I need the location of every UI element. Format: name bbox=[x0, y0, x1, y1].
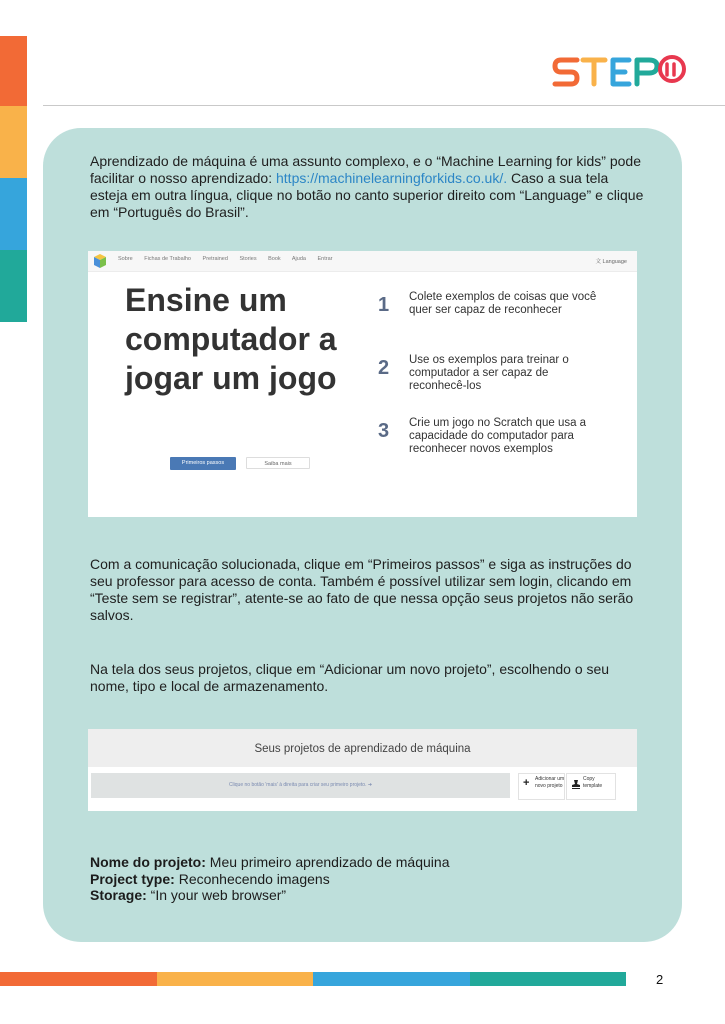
saiba-mais-button[interactable]: Saiba mais bbox=[246, 457, 310, 469]
site-navbar bbox=[88, 251, 637, 272]
projects-paragraph: Na tela dos seus projetos, clique em “Adicionar um novo projeto”, escolhendo o seu nome, tipo e local de armazenamento. bbox=[90, 661, 610, 694]
copy-template-button[interactable] bbox=[566, 773, 616, 800]
detail-value-name: Meu primeiro aprendizado de máquina bbox=[205, 854, 450, 870]
nav-item-entrar[interactable]: Entrar bbox=[317, 256, 333, 262]
step-number: 3 bbox=[378, 420, 390, 442]
left-strip-blue bbox=[0, 178, 27, 250]
detail-label-storage: Storage: bbox=[90, 887, 147, 903]
ml-kids-link[interactable]: https://machinelearningforkids.co.uk/. bbox=[276, 170, 508, 186]
detail-value-type: Reconhecendo imagens bbox=[174, 870, 330, 887]
nav-item-fichas[interactable]: Fichas de Trabalho bbox=[144, 256, 191, 262]
nav-item-book[interactable]: Book bbox=[268, 256, 281, 262]
step-text: Colete exemplos de coisas que você quer ser capaz de reconhecer bbox=[409, 291, 597, 316]
language-button[interactable]: 文 Language bbox=[595, 259, 627, 265]
nav-item-sobre[interactable]: Sobre bbox=[118, 256, 133, 262]
nav-items bbox=[118, 256, 342, 262]
stamp-icon bbox=[571, 779, 581, 789]
plus-icon: + bbox=[523, 777, 530, 789]
projects-screenshot bbox=[88, 729, 637, 811]
step-item bbox=[376, 354, 616, 417]
page-number: 2 bbox=[656, 972, 664, 987]
left-strip-yellow bbox=[0, 106, 27, 178]
step-number: 1 bbox=[378, 294, 390, 316]
project-details bbox=[90, 854, 449, 904]
step-number: 2 bbox=[378, 357, 390, 379]
step-item bbox=[376, 291, 616, 354]
step-text: Use os exemplos para treinar o computador a ser capaz de reconhecê-los bbox=[409, 354, 569, 392]
step-item bbox=[376, 417, 616, 480]
add-project-label: Adicionar um novo projeto bbox=[535, 776, 565, 789]
detail-value-storage: “In your web browser” bbox=[146, 887, 287, 903]
step-logo bbox=[551, 50, 687, 94]
detail-label-type: Project type: bbox=[90, 870, 175, 887]
homepage-screenshot bbox=[88, 251, 637, 517]
hero-headline: Ensine um computador a jogar um jogo bbox=[125, 282, 337, 396]
projects-title: Seus projetos de aprendizado de máquina bbox=[88, 729, 637, 767]
step-text: Crie um jogo no Scratch que usa a capacidade do computador para reconhecer novos exemplos bbox=[409, 417, 587, 455]
footer-bar-orange bbox=[0, 972, 157, 986]
copy-template-label: Copy template bbox=[583, 776, 603, 789]
left-strip-orange bbox=[0, 36, 27, 106]
nav-item-pretrained[interactable]: Pretrained bbox=[202, 256, 228, 262]
detail-label-name: Nome do projeto: bbox=[90, 854, 206, 870]
footer-bar-yellow bbox=[157, 972, 313, 986]
left-strip-teal bbox=[0, 250, 27, 322]
add-project-button[interactable] bbox=[518, 773, 565, 800]
cube-logo-icon bbox=[93, 253, 107, 269]
account-paragraph: Com a comunicação solucionada, clique em “Primeiros passos” e siga as instruções do seu professor para acesso de conta. Também é possível utilizar sem login, clicando em “Teste sem se registrar”, atente-se ao fato de que nessa opção seus projetos não serão salvos. bbox=[90, 556, 634, 623]
nav-item-ajuda[interactable]: Ajuda bbox=[291, 256, 306, 262]
empty-projects-banner: Clique no botão 'mais' à direita para criar seu primeiro projeto. ➜ bbox=[91, 773, 510, 798]
footer-bar-blue bbox=[313, 972, 470, 986]
footer-bar-teal bbox=[470, 972, 626, 986]
intro-paragraph: Aprendizado de máquina é uma assunto complexo, e o “Machine Learning for kids” pode facilitar o nosso aprendizado: https://machinelearningforkids.co.uk/. Caso a sua tela esteja em outra língua, clique no botão no canto superior direito com “Language” e clique em “Português do Brasil”. bbox=[90, 153, 644, 220]
header-rule bbox=[43, 105, 725, 106]
translate-icon: 文 bbox=[595, 259, 603, 265]
svg-text:STEP: STEP bbox=[672, 88, 675, 89]
primeiros-passos-button[interactable]: Primeiros passos bbox=[170, 457, 236, 470]
nav-item-stories[interactable]: Stories bbox=[239, 256, 257, 262]
steps-list bbox=[376, 291, 616, 480]
